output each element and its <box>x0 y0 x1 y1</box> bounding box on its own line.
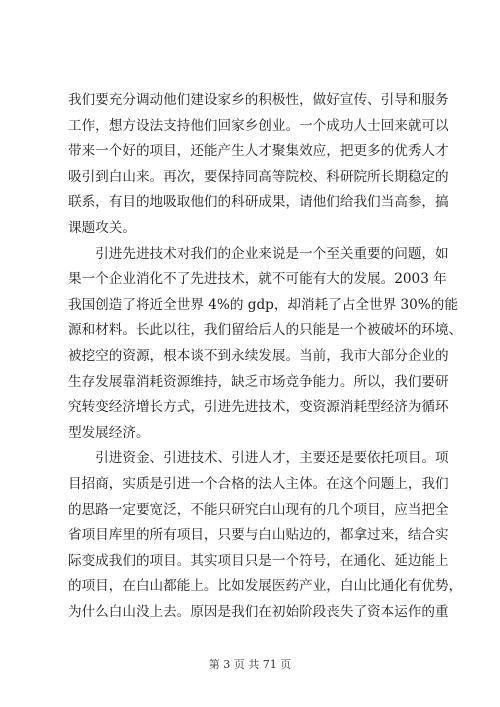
text-line: 的项目，在白山都能上。比如发展医药产业，白山比通化有优势， <box>68 578 463 595</box>
text-line: 源和材料。长此以往，我们留给后人的只能是一个被破坏的环境、 <box>68 322 463 339</box>
text-line: 省项目库里的所有项目，只要与白山贴边的，都拿过来，结合实 <box>68 527 449 544</box>
page-footer: 第 3 页 共 71 页 <box>208 658 292 671</box>
text-line: 我们要充分调动他们建设家乡的积极性，做好宣传、引导和服务 <box>68 92 449 108</box>
text-line: 被挖空的资源，根本谈不到永续发展。当前，我市大部分企业的 <box>68 347 449 364</box>
text-line: 果一个企业消化不了先进技术，就不可能有大的发展。2003 年 <box>68 271 447 288</box>
text-line: 引进资金、引进技术、引进人才，主要还是要依托项目。项 <box>68 450 449 467</box>
text-line: 究转变经济增长方式，引进先进技术，变资源消耗型经济为循环 <box>68 399 449 416</box>
text-line: 吸引到白山来。再次，要保持同高等院校、科研院所长期稳定的 <box>68 168 449 185</box>
body-text <box>68 88 463 625</box>
text-line: 目招商，实质是引进一个合格的法人主体。在这个问题上，我们 <box>68 475 449 492</box>
text-line: 课题攻关。 <box>68 219 136 236</box>
text-line: 生存发展靠消耗资源维持，缺乏市场竞争能力。所以，我们要研 <box>68 373 449 390</box>
text-line: 的思路一定要宽泛，不能只研究白山现有的几个项目，应当把全 <box>68 501 449 518</box>
text-line: 际变成我们的项目。其实项目只是一个符号，在通化、延边能上 <box>68 552 449 569</box>
text-line: 带来一个好的项目，还能产生人才聚集效应，把更多的优秀人才 <box>68 143 449 160</box>
text-line: 联系，有目的地吸取他们的科研成果，请他们给我们当高参，搞 <box>68 194 449 211</box>
text-line: 我国创造了将近全世界 4%的 gdp，却消耗了占全世界 30%的能 <box>68 296 458 313</box>
text-line: 为什么白山没上去。原因是我们在初始阶段丧失了资本运作的重 <box>68 603 449 620</box>
text-line: 工作，想方设法支持他们回家乡创业。一个成功人士回来就可以 <box>68 117 449 134</box>
text-line: 型发展经济。 <box>68 424 150 441</box>
text-line: 引进先进技术对我们的企业来说是一个至关重要的问题，如 <box>68 245 449 262</box>
